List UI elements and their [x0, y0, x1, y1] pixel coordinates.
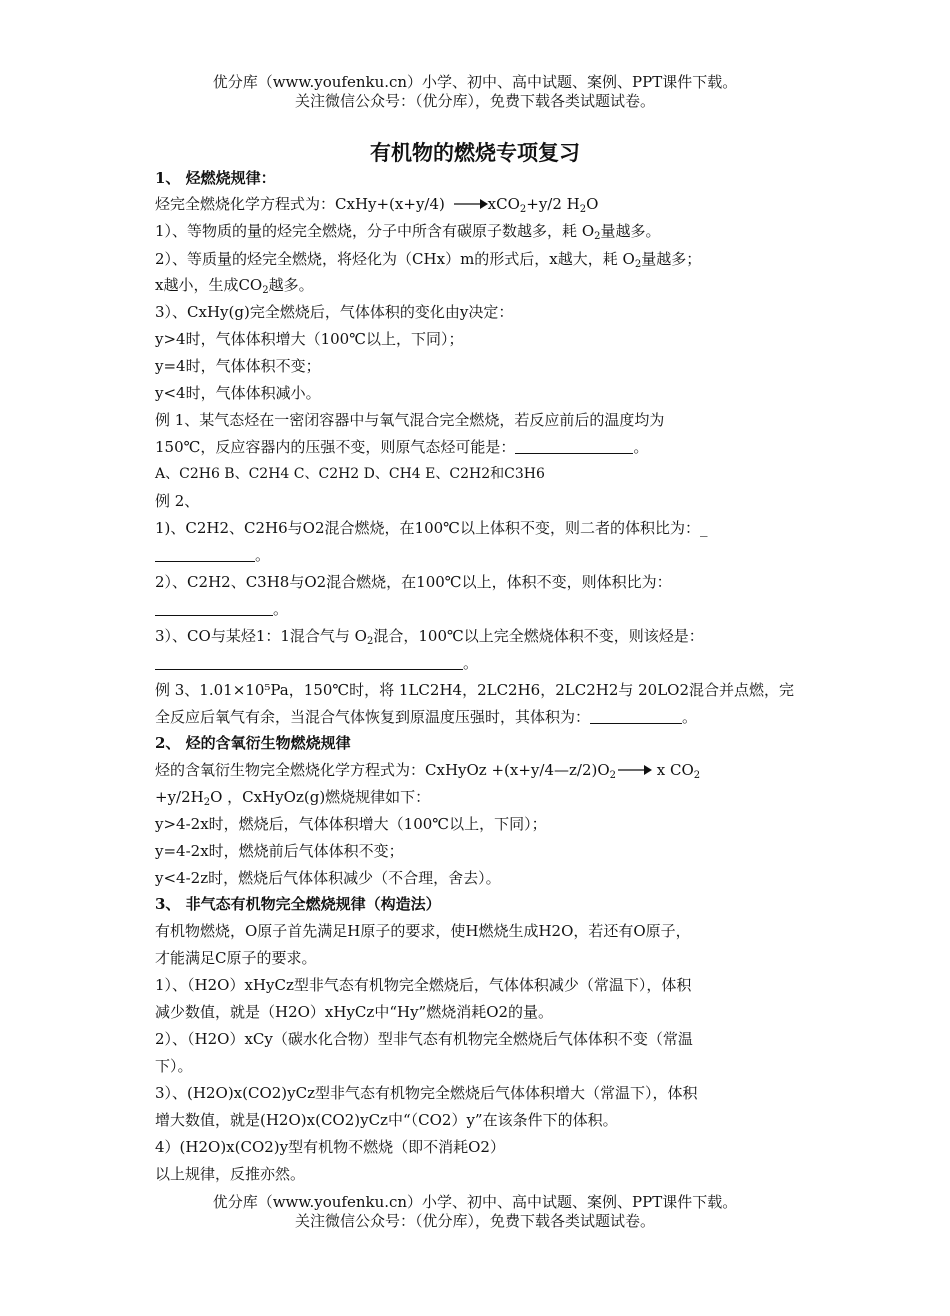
rule-3-3-cont: 增大数值，就是(H2O)x(CO2)yCz中“（CO2）y”在该条件下的体积。	[155, 1111, 618, 1129]
hydrocarbon-equation: 烃完全燃烧化学方程式为：CxHy+(x+y/4) xCO$_2$+y/2 $H_2O$	[155, 195, 599, 215]
arrow-icon	[618, 764, 652, 776]
answer-blank[interactable]	[155, 560, 255, 562]
rule-1-3: 3）、CxHy(g)完全燃烧后，气体体积的变化由y决定：	[155, 303, 514, 321]
example-2-q2-blank: 。	[155, 598, 805, 619]
rule-3-2-cont: 下）。	[155, 1057, 193, 1075]
footer-line-1: 优分库（www.youfenku.cn）小学、初中、高中试题、案例、PPT课件下载。	[212, 1193, 738, 1211]
rule-3-1: 1）、（H2O）xHyCz型非气态有机物完全燃烧后，气体体积减少（常温下），体积	[155, 976, 692, 994]
rule-3-2: 2）、（H2O）xCy（碳水化合物）型非气态有机物完全燃烧后气体体积不变（常温	[155, 1030, 693, 1048]
example-2-q3: 3）、CO与某烃1：1混合气与 $O_2$混合，100℃以上完全燃烧体积不变，则该烃是：	[155, 627, 704, 647]
example-1-options: A、C2H6 B、C2H4 C、C2H2 D、CH4 E、C2H2和C3H6	[155, 466, 545, 482]
oxygenate-equation: 烃的含氧衍生物完全燃烧化学方程式为：CxHyOz $+(x+y/4—z/2)O_2$ x $CO_2$	[155, 761, 701, 781]
example-1-line-1: 例 1、某气态烃在一密闭容器中与氧气混合完全燃烧，若反应前后的温度均为	[155, 411, 665, 429]
example-2-q1: 1)、C2H2、C2H6与O2混合燃烧，在100℃以上体积不变，则二者的体积比为：_	[155, 519, 708, 537]
section-3-heading: 3、 非气态有机物完全燃烧规律（构造法）	[155, 895, 441, 913]
footer-line-2: 关注微信公众号：（优分库），免费下载各类试题试卷。	[294, 1212, 655, 1230]
section-2-heading: 2、 烃的含氧衍生物燃烧规律	[155, 734, 351, 752]
example-2-q2: 2）、C2H2、C3H8与O2混合燃烧，在100℃以上，体积不变，则体积比为：	[155, 573, 672, 591]
answer-blank[interactable]	[155, 614, 273, 616]
example-2-q1-blank: 。	[155, 544, 805, 565]
section-1-heading: 1、 烃燃烧规律：	[155, 169, 276, 187]
rule-1-3b: y=4时，气体体积不变；	[155, 357, 321, 375]
rule-3-1-cont: 减少数值，就是（H2O）xHyCz中“Hy”燃烧消耗O2的量。	[155, 1003, 554, 1021]
rule-2-2: y=4-2x时，燃烧前后气体体积不变；	[155, 842, 404, 860]
rule-2-3: y<4-2z时，燃烧后气体体积减少（不合理，舍去）。	[155, 869, 501, 887]
example-3-line-2: 全反应后氧气有余，当混合气体恢复到原温度压强时，其体积为： 。	[155, 708, 698, 726]
section-3-p1: 有机物燃烧，O原子首先满足H原子的要求，使H燃烧生成H2O，若还有O原子，	[155, 922, 691, 940]
rule-1-3c: y<4时，气体体积减小。	[155, 384, 321, 402]
header-line-2: 关注微信公众号：（优分库），免费下载各类试题试卷。	[294, 92, 655, 110]
arrow-icon	[454, 198, 488, 210]
rule-2-1: y>4-2x时，燃烧后，气体体积增大（100℃以上，下同）；	[155, 815, 547, 833]
example-3-line-1: 例 3、1.01×10⁵Pa，150℃时，将 1LC2H4，2LC2H6，2LC2H2与 20LO2混合并点燃，完	[155, 681, 795, 699]
oxygenate-equation-cont: $+y/2H_2O$ ，CxHyOz(g)燃烧规律如下：	[155, 788, 431, 808]
answer-blank[interactable]	[590, 722, 682, 724]
page-title: 有机物的燃烧专项复习	[370, 140, 580, 165]
answer-blank[interactable]	[515, 452, 633, 454]
rule-3-4: 4）(H2O)x(CO2)y型有机物不燃烧（即不消耗O2）	[155, 1138, 505, 1156]
example-2-q3-blank: 。	[155, 652, 805, 673]
rule-3-5: 以上规律，反推亦然。	[155, 1165, 306, 1183]
rule-3-3: 3）、(H2O)x(CO2)yCz型非气态有机物完全燃烧后气体体积增大（常温下），体积	[155, 1084, 698, 1102]
rule-1-2: 2）、等质量的烃完全燃烧，将烃化为（CHx）m的形式后，x越大，耗 $O_2$量越多；	[155, 250, 702, 270]
header-line-1: 优分库（www.youfenku.cn）小学、初中、高中试题、案例、PPT课件下载。	[212, 73, 738, 91]
rule-1-2-cont: x越小，生成$CO_2$越多。	[155, 276, 314, 296]
answer-blank[interactable]	[155, 668, 463, 670]
rule-1-3a: y>4时，气体体积增大（100℃以上，下同）；	[155, 330, 464, 348]
example-2-label: 例 2、	[155, 492, 200, 510]
example-1-line-2: 150℃，反应容器内的压强不变，则原气态烃可能是： 。	[155, 438, 649, 456]
rule-1-1: 1）、等物质的量的烃完全燃烧，分子中所含有碳原子数越多，耗 $O_2$量越多。	[155, 222, 661, 242]
section-3-p1-cont: 才能满足C原子的要求。	[155, 949, 317, 967]
